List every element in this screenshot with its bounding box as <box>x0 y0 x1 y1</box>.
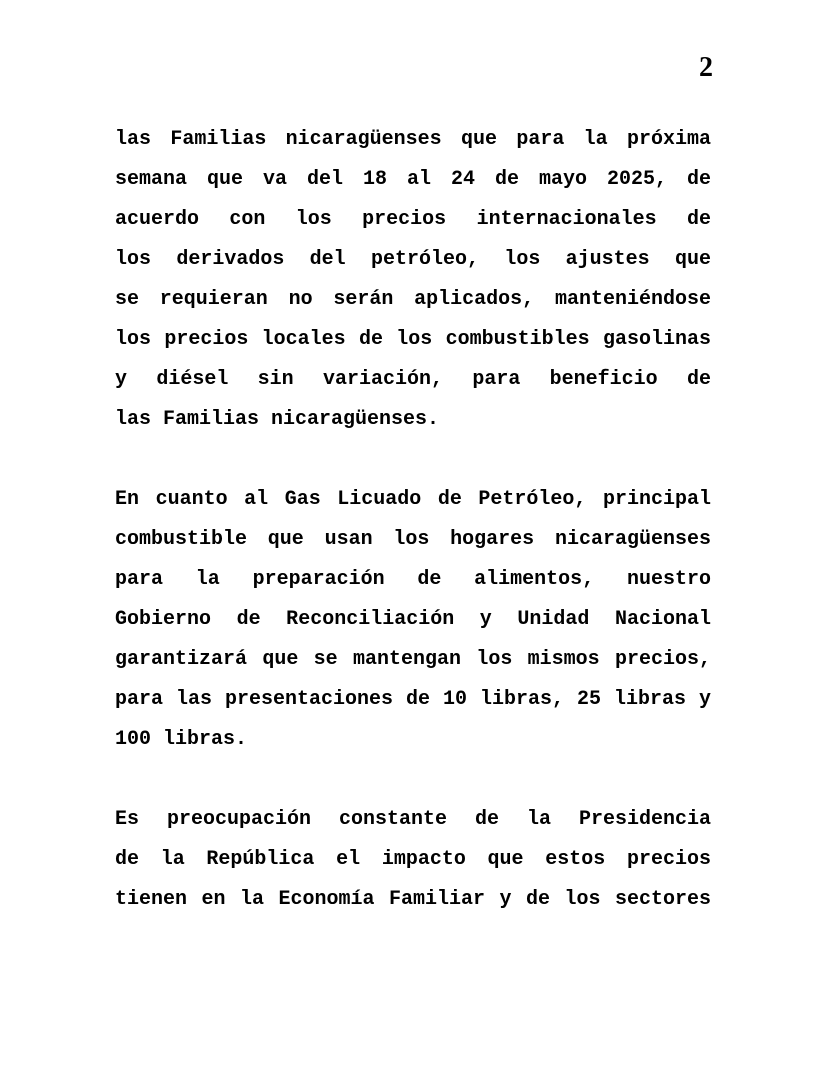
document-body <box>115 120 711 960</box>
text-line: En cuanto al Gas Licuado de Petróleo, principal <box>115 488 711 511</box>
text-line: los precios locales de los combustibles gasolinas <box>115 328 711 351</box>
paragraph <box>115 480 711 760</box>
text-line: Es preocupación constante de la Presidencia <box>115 808 711 831</box>
text-line: semana que va del 18 al 24 de mayo 2025, de <box>115 168 711 191</box>
text-line: 100 libras. <box>115 728 248 751</box>
text-line: acuerdo con los precios internacionales de <box>115 208 711 231</box>
paragraph <box>115 120 711 440</box>
text-line: las Familias nicaragüenses. <box>115 408 440 431</box>
text-line: combustible que usan los hogares nicaragüenses <box>115 528 711 551</box>
text-line: los derivados del petróleo, los ajustes que <box>115 248 711 271</box>
text-line: garantizará que se mantengan los mismos precios, <box>115 648 711 671</box>
text-line: de la República el impacto que estos precios <box>115 848 711 871</box>
page-number: 2 <box>699 52 713 83</box>
text-line: tienen en la Economía Familiar y de los sectores <box>115 888 711 911</box>
text-line: para las presentaciones de 10 libras, 25 libras y <box>115 688 711 711</box>
text-line: Gobierno de Reconciliación y Unidad Nacional <box>115 608 711 631</box>
text-line: para la preparación de alimentos, nuestro <box>115 568 711 591</box>
paragraph <box>115 800 711 920</box>
text-line: se requieran no serán aplicados, manteniéndose <box>115 288 711 311</box>
text-line: y diésel sin variación, para beneficio de <box>115 368 711 391</box>
text-line: las Familias nicaragüenses que para la próxima <box>115 128 711 151</box>
